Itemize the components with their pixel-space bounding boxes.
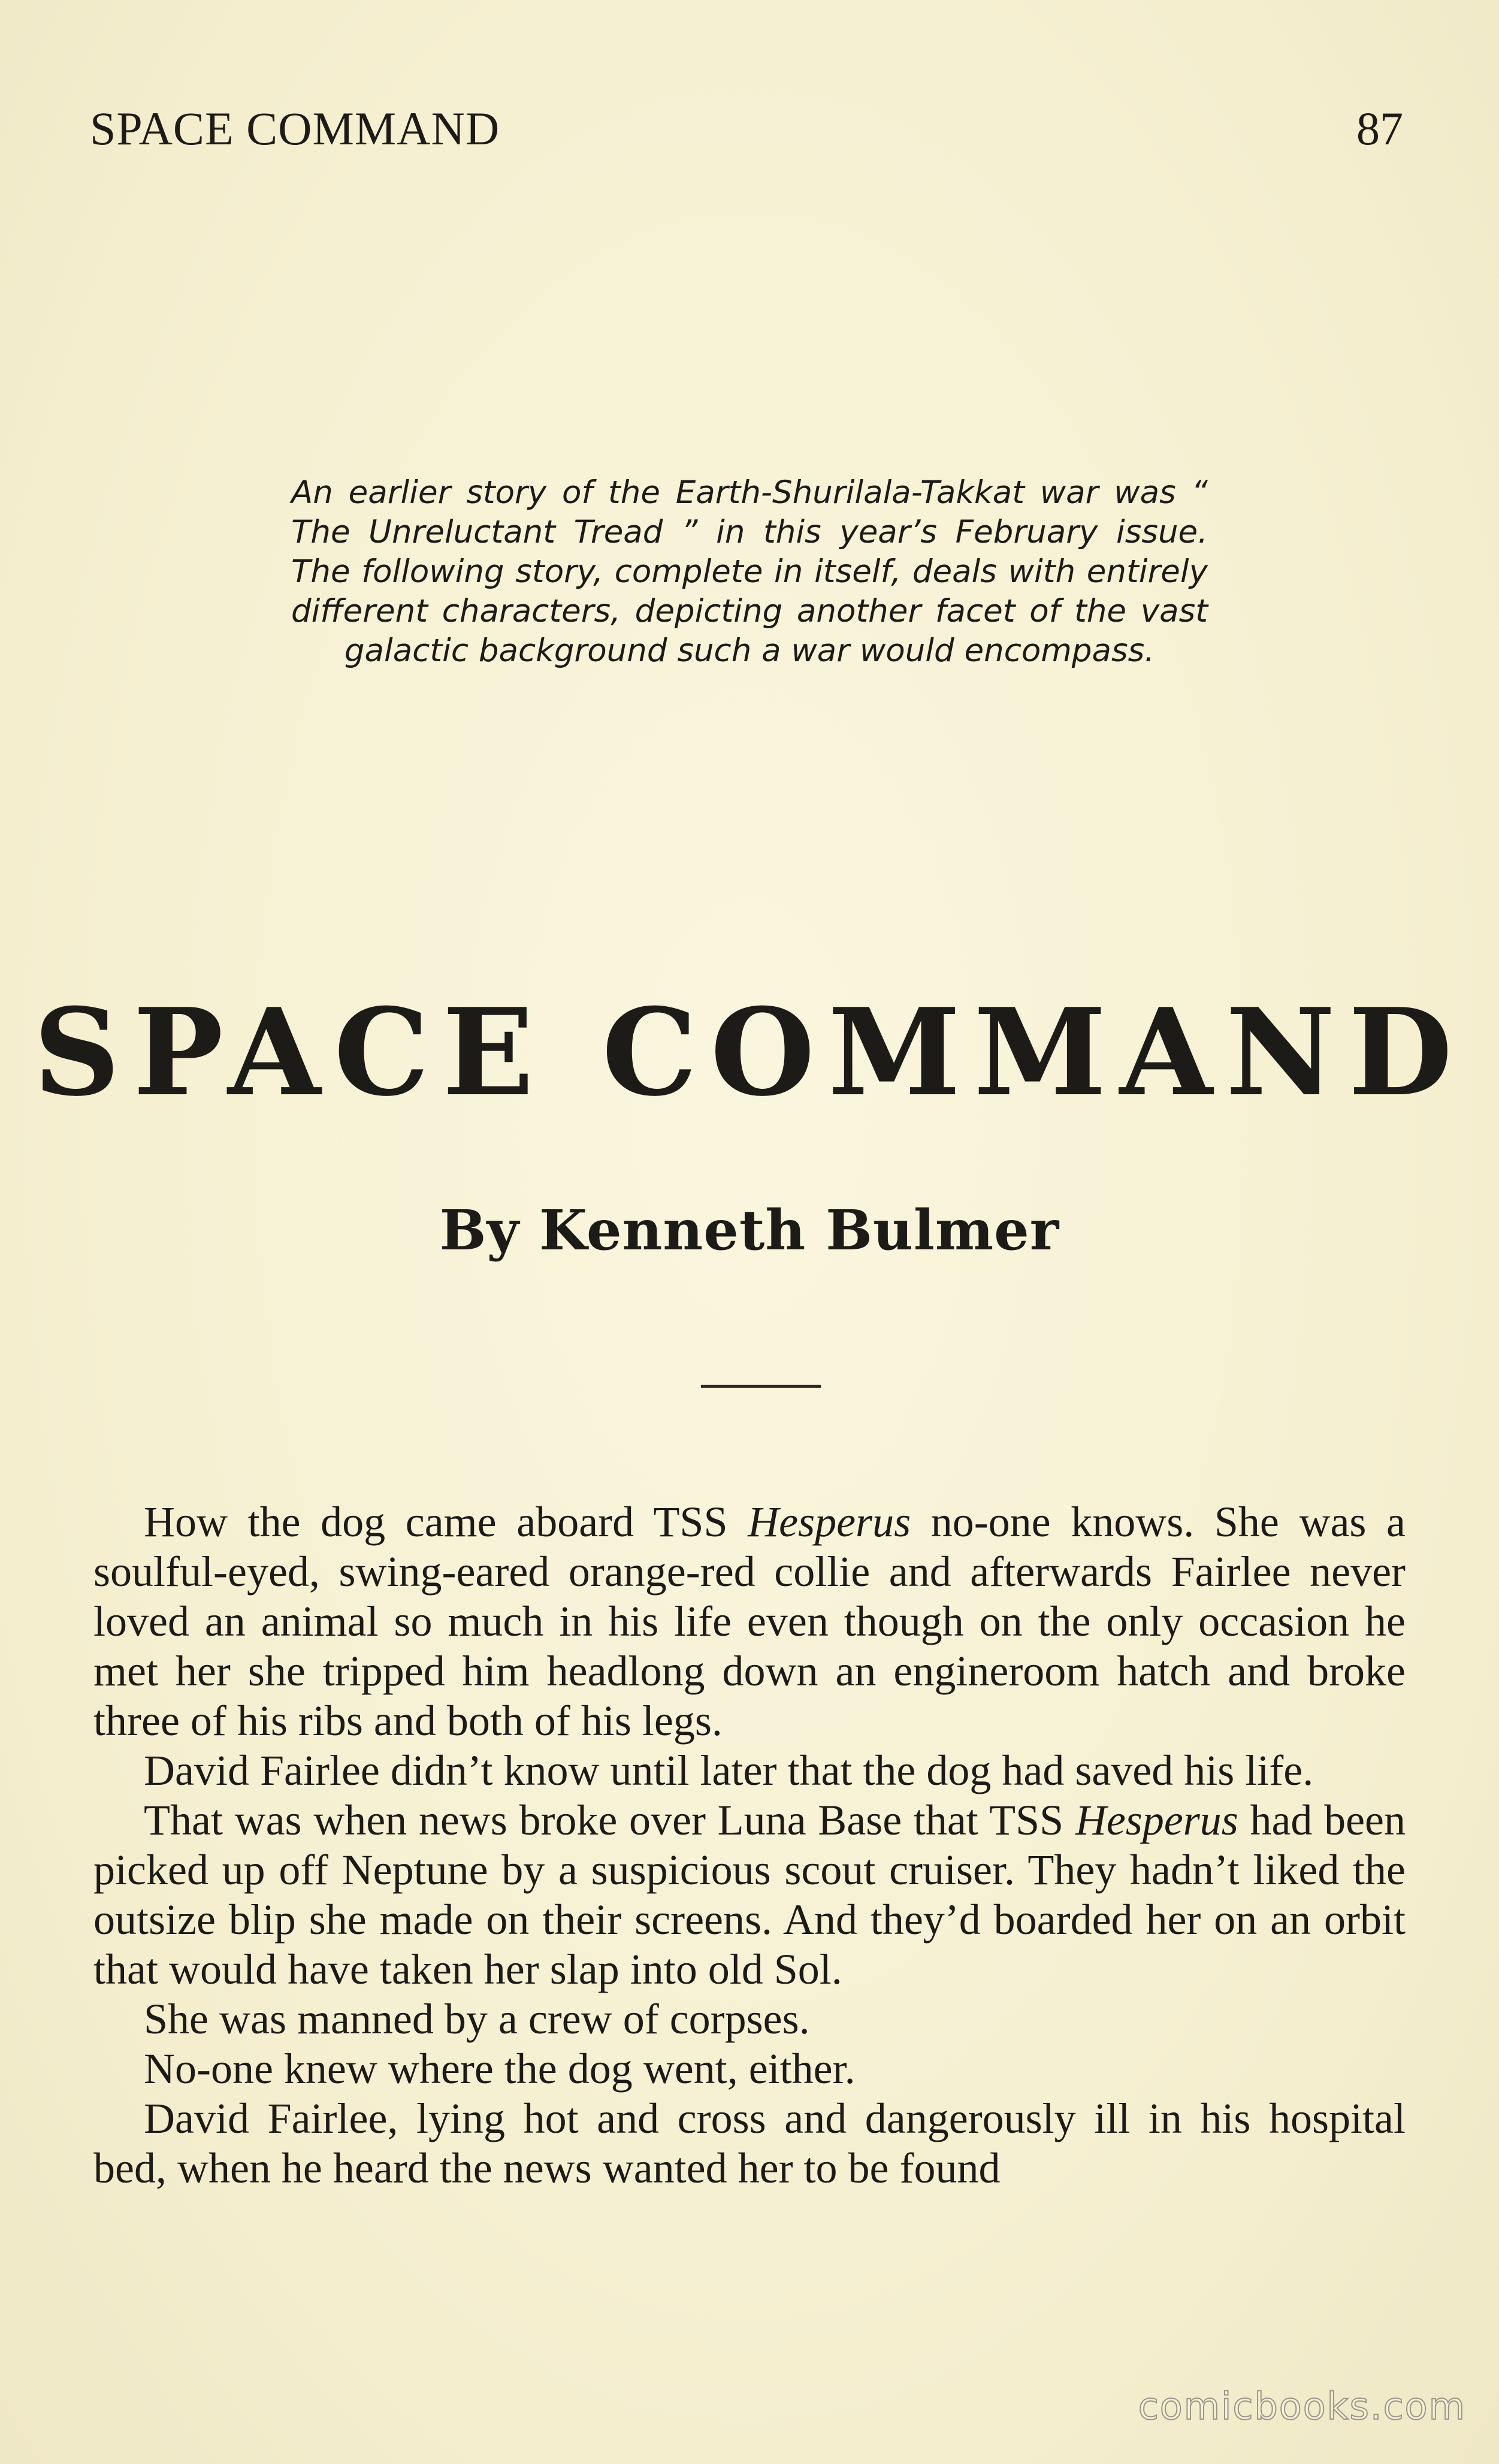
watermark: comicbooks.com [1138,2384,1466,2428]
paragraph [93,1796,1406,1994]
paragraph-text: no-one knows. She was a soulful-eyed, swing-eared orange-red collie and afterwards Fairlee never loved an animal so much in his life even though on the only occasion he met her she tripped him headlong down an engineroom hatch and broke three of his ribs and both of his legs. [93,1498,1406,1745]
story-title: SPACE COMMAND [33,982,1466,1123]
intro-note: An earlier story of the Earth-Shurilala-Takkat war was “ The Unreluctant Tread ” in this year’s February issue. The following story, complete in itself, deals with entirely different characters, depicting another facet of the vast galactic background such a war would encompass. [291,474,1208,669]
paragraph [93,2094,1406,2193]
paragraph [93,2044,1406,2094]
ship-name: Hesperus [748,1498,911,1546]
paragraph-text: David Fairlee didn’t know until later that the dog had saved his life. [144,1746,1314,1794]
paragraph [93,1497,1406,1746]
paragraph-text: No-one knew where the dog went, either. [144,2045,856,2093]
paragraph-text: had been picked up off Neptune by a suspicious scout cruiser. They hadn’t liked the outsize blip she made on their screens. And they’d boarded her on an orbit that would have taken her slap into old Sol. [93,1796,1406,1993]
paragraph-text: That was when news broke over Luna Base that TSS [144,1796,1075,1844]
paragraph [93,1746,1406,1796]
byline: By Kenneth Bulmer [439,1198,1060,1263]
ship-name: Hesperus [1075,1796,1238,1844]
paragraph-text: David Fairlee, lying hot and cross and dangerously ill in his hospital bed, when he heard the news wanted her to be found [93,2094,1406,2192]
divider-rule [701,1385,821,1388]
story-body [93,1497,1406,2193]
paragraph-text: She was manned by a crew of corpses. [144,1995,810,2043]
running-title: SPACE COMMAND [90,102,500,155]
paragraph [93,1994,1406,2044]
paragraph-text: How the dog came aboard TSS [144,1498,748,1546]
page-number: 87 [1356,102,1403,155]
